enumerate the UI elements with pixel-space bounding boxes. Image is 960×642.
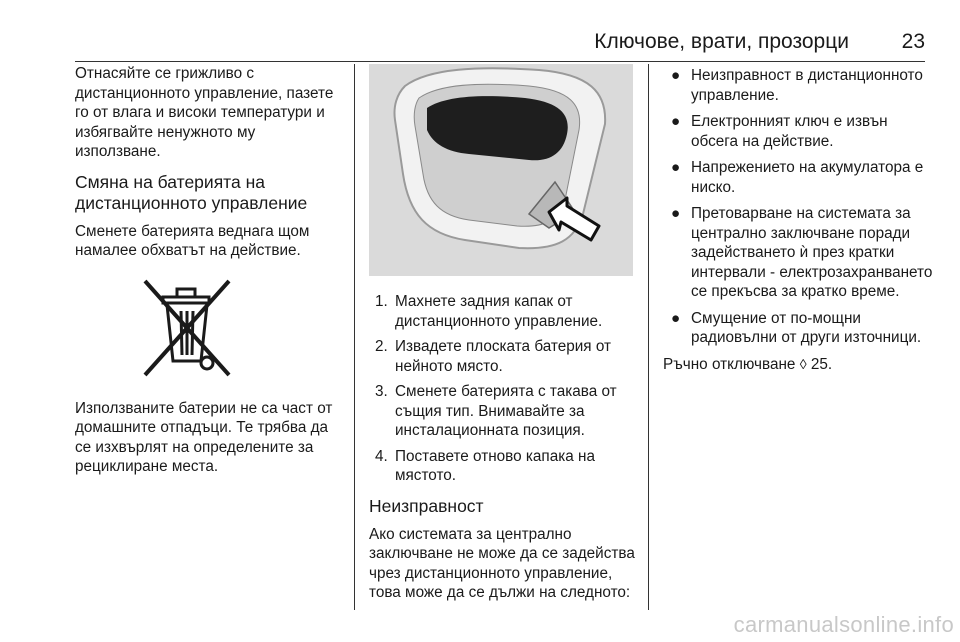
reference-text: Ръчно отключване	[663, 355, 796, 373]
step-number: 3.	[375, 383, 388, 400]
manual-unlock-reference[interactable]	[663, 355, 933, 375]
list-item	[369, 292, 635, 331]
bullet-icon: ●	[671, 159, 681, 176]
cause-text: Смущение от по-мощни радиовълни от други източници.	[691, 309, 922, 346]
causes-list	[663, 66, 933, 348]
step-text: Сменете батерията с такава от същия тип. Внимавайте за инсталационната позиция.	[395, 383, 617, 439]
list-item	[663, 158, 933, 197]
middle-column	[369, 64, 635, 603]
page-header	[75, 24, 925, 54]
replacement-steps-list	[369, 292, 635, 486]
list-item	[663, 204, 933, 302]
step-text: Поставете отново капака на мястото.	[395, 447, 595, 484]
bullet-icon: ●	[671, 205, 681, 222]
header-title: Ключове, врати, прозорци	[594, 30, 849, 53]
step-number: 1.	[375, 293, 388, 310]
page-number: 23	[901, 30, 925, 53]
intro-paragraph: Отнасяйте се грижливо с дистанционното управление, пазете го от влага и високи температури и избягвайте ненужното му използване.	[75, 65, 334, 160]
replace-battery-paragraph: Сменете батерията веднага щом намалее обхватът на действие.	[75, 222, 310, 259]
cause-text: Претоварване на системата за централно заключване поради задействането ѝ през кратки интервали - електрозахранването се прекъсва за кратко време.	[691, 205, 933, 300]
list-item	[663, 66, 933, 105]
column-divider-left	[354, 64, 355, 610]
step-text: Махнете задния капак от дистанционното управление.	[395, 293, 603, 330]
list-item	[369, 447, 635, 486]
header-rule	[75, 61, 925, 62]
step-number: 2.	[375, 338, 388, 355]
step-text: Извадете плоската батерия от нейното място.	[395, 338, 612, 375]
watermark: carmanualsonline.info	[733, 612, 954, 637]
reference-page: 25.	[810, 355, 833, 373]
key-fob-image	[369, 64, 633, 276]
list-item	[663, 112, 933, 151]
crossed-bin-icon	[137, 277, 237, 381]
list-item	[663, 309, 933, 348]
malfunction-heading: Неизправност	[369, 495, 484, 516]
right-column	[663, 64, 933, 374]
cause-text: Напрежението на акумулатора е ниско.	[691, 159, 924, 196]
list-item	[369, 382, 635, 441]
reference-arrow-icon: ◊	[799, 355, 807, 372]
left-column	[75, 64, 345, 477]
disposal-paragraph: Използваните батерии не са част от домашните отпадъци. Те трябва да се изхвърлят на определените за рециклиране места.	[75, 399, 333, 475]
battery-replacement-heading: Смяна на батерията на дистанционното управление	[75, 171, 308, 213]
cause-text: Неизправност в дистанционното управление.	[691, 67, 923, 104]
list-item	[369, 337, 635, 376]
bullet-icon: ●	[671, 113, 681, 130]
column-divider-right	[648, 64, 649, 610]
key-fob-illustration	[369, 64, 633, 276]
bullet-icon: ●	[671, 67, 681, 84]
bullet-icon: ●	[671, 309, 681, 327]
cause-text: Електронният ключ е извън обсега на действие.	[691, 113, 888, 150]
malfunction-paragraph: Ако системата за централно заключване не може да се задейства чрез дистанционното управление, това може да се дължи на следното:	[369, 525, 635, 601]
step-number: 4.	[375, 447, 388, 465]
